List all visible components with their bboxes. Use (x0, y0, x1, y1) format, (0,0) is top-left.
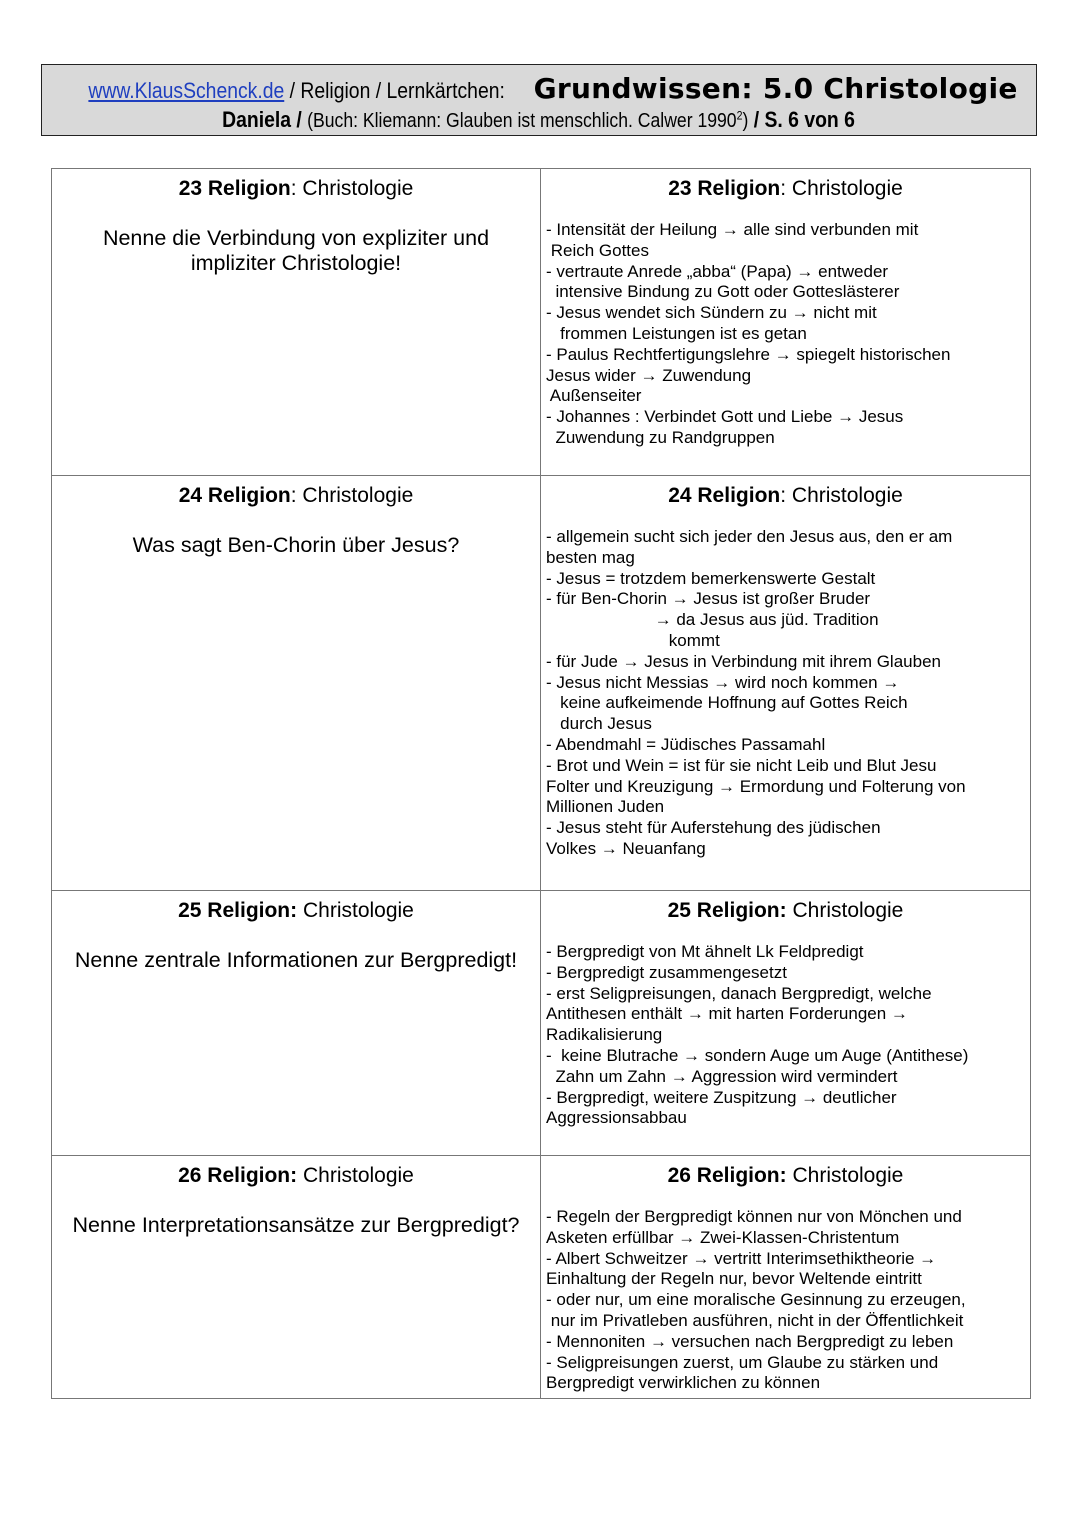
answer-line: - Abendmahl = Jüdisches Passamahl (546, 734, 826, 754)
answer-line: Einhaltung der Regeln nur, bevor Weltende eintritt (546, 1269, 922, 1289)
answer-line: - für Jude → Jesus in Verbindung mit ihrem Glauben (546, 651, 941, 671)
answer-line: - Mennoniten → versuchen nach Bergpredigt zu leben (546, 1331, 954, 1351)
answer-line: Folter und Kreuzigung → Ermordung und Folterung von (546, 776, 966, 796)
card-question: Nenne zentrale Informationen zur Bergpredigt! (74, 948, 518, 972)
card-question-cell (52, 891, 541, 1156)
answer-line: - oder nur, um eine moralische Gesinnung zu erzeugen, (546, 1290, 966, 1310)
header-path: / Religion / Lernkärtchen: (284, 78, 506, 103)
answer-line: - vertraute Anrede „abba“ (Papa) → entweder (546, 261, 889, 281)
answer-line: - Paulus Rechtfertigungslehre → spiegelt historischen (546, 344, 951, 364)
answer-line: durch Jesus (546, 714, 652, 734)
card-title: 26 Religion: Christologie (667, 1164, 904, 1187)
answer-line: - für Ben-Chorin → Jesus ist großer Bruder (546, 589, 871, 609)
card-title: 24 Religion: Christologie (178, 484, 414, 507)
answer-line: - Johannes : Verbindet Gott und Liebe → Jesus (546, 407, 904, 427)
header-title: Grundwissen: 5.0 Christologie (533, 72, 1018, 105)
card-question: Nenne die Verbindung von expliziter und impliziter Christologie! (102, 226, 490, 275)
answer-line: - Jesus wendet sich Sündern zu → nicht mit (546, 303, 877, 323)
card-question-cell (52, 476, 541, 891)
card-row (52, 169, 1031, 476)
answer-line: besten mag (546, 547, 635, 567)
answer-line: - allgemein sucht sich jeder den Jesus aus, den er am (546, 527, 953, 546)
card-title: 23 Religion: Christologie (178, 177, 414, 200)
card-question-cell (52, 1156, 541, 1399)
card-question-cell (52, 169, 541, 476)
website-link[interactable]: www.KlausSchenck.de (88, 78, 285, 103)
answer-line: Radikalisierung (546, 1025, 663, 1045)
author-name: Daniela / (222, 107, 308, 132)
flashcard-table (51, 168, 1031, 1399)
answer-line: Antithesen enthält → mit harten Forderungen → (546, 1004, 908, 1024)
card-answer-cell (541, 169, 1031, 476)
card-answer-cell (541, 476, 1031, 891)
answer-line: keine aufkeimende Hoffnung auf Gottes Reich (546, 693, 908, 713)
card-row (52, 476, 1031, 891)
answer-line: nur im Privatleben ausführen, nicht in der Öffentlichkeit (546, 1310, 964, 1330)
card-answer-cell (541, 891, 1031, 1156)
card-title: 24 Religion: Christologie (668, 484, 903, 507)
header-line-1 (42, 73, 1036, 110)
page-header (41, 64, 1037, 136)
answer-line: → da Jesus aus jüd. Tradition (546, 610, 879, 630)
answer-line: - Bergpredigt von Mt ähnelt Lk Feldpredigt (546, 942, 864, 961)
answer-line: Asketen erfüllbar → Zwei-Klassen-Christentum (546, 1227, 900, 1247)
answer-line: - erst Seligpreisungen, danach Bergpredigt, welche (546, 983, 932, 1003)
card-title: 26 Religion: Christologie (178, 1164, 414, 1187)
card-title: 25 Religion: Christologie (667, 899, 904, 922)
card-question: Nenne Interpretationsansätze zur Bergpredigt? (72, 1213, 520, 1237)
answer-line: Zahn um Zahn → Aggression wird vermindert (546, 1066, 898, 1086)
header-line-2 (42, 107, 1036, 136)
answer-line: Bergpredigt verwirklichen zu können (546, 1373, 821, 1393)
answer-line: - Jesus steht für Auferstehung des jüdischen (546, 818, 881, 838)
card-row (52, 891, 1031, 1156)
answer-line: - Albert Schweitzer → vertritt Interimsethiktheorie → (546, 1248, 937, 1268)
answer-line: - Intensität der Heilung → alle sind verbunden mit (546, 220, 919, 239)
answer-line: - Regeln der Bergpredigt können nur von Mönchen und (546, 1207, 962, 1226)
book-reference: (Buch: Kliemann: Glauben ist menschlich. Calwer 1990$^2$) (307, 108, 749, 132)
card-answer (541, 527, 1030, 860)
answer-line: - keine Blutrache → sondern Auge um Auge (Antithese) (546, 1045, 969, 1065)
card-answer-cell (541, 1156, 1031, 1399)
answer-line: - Jesus = trotzdem bemerkenswerte Gestalt (546, 568, 876, 588)
card-row (52, 1156, 1031, 1399)
answer-line: kommt (546, 630, 720, 650)
card-answer (541, 220, 1030, 449)
card-question: Was sagt Ben-Chorin über Jesus? (132, 533, 460, 557)
answer-line: - Seligpreisungen zuerst, um Glaube zu stärken und (546, 1352, 939, 1372)
card-answer (541, 942, 1030, 1129)
answer-line: frommen Leistungen ist es getan (546, 323, 807, 343)
card-answer (541, 1207, 1030, 1394)
answer-line: - Brot und Wein = ist für sie nicht Leib und Blut Jesu (546, 755, 937, 775)
answer-line: Millionen Juden (546, 797, 665, 817)
answer-line: - Bergpredigt, weitere Zuspitzung → deutlicher (546, 1087, 897, 1107)
answer-line: - Bergpredigt zusammengesetzt (546, 962, 787, 982)
answer-line: Zuwendung zu Randgruppen (546, 427, 775, 447)
answer-line: intensive Bindung zu Gott oder Gotteslästerer (546, 282, 900, 302)
answer-line: - Jesus nicht Messias → wird noch kommen → (546, 672, 900, 692)
answer-line: Aggressionsabbau (546, 1108, 687, 1128)
answer-line: Reich Gottes (546, 240, 649, 260)
card-title: 25 Religion: Christologie (178, 899, 414, 922)
answer-line: Jesus wider → Zuwendung (546, 365, 752, 385)
page-info: / S. 6 von 6 (748, 107, 856, 132)
card-title: 23 Religion: Christologie (668, 177, 903, 200)
answer-line: Volkes → Neuanfang (546, 838, 706, 858)
answer-line: Außenseiter (546, 386, 642, 406)
